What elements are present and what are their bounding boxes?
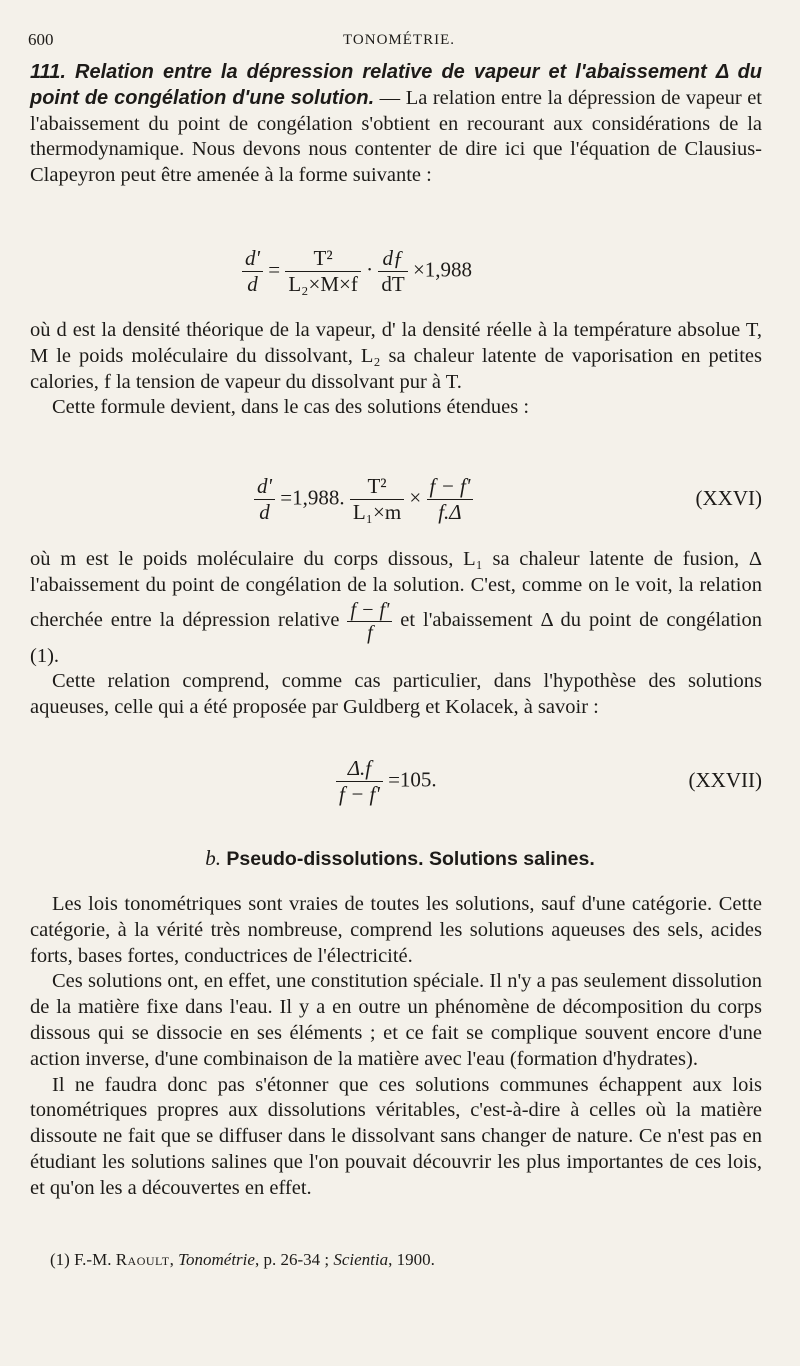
eq1-lhs: $\frac{d'}{d}$ xyxy=(242,246,263,297)
page-header xyxy=(28,30,770,56)
running-head: TONOMÉTRIE. xyxy=(343,32,455,48)
eq1-dot: · xyxy=(366,257,374,282)
footnote xyxy=(50,1250,435,1270)
section-intro xyxy=(30,60,762,189)
eq2-times: × xyxy=(409,485,422,510)
inline-fraction: $\frac{f - f'}{f}$ xyxy=(347,599,392,644)
page-number: 600 xyxy=(28,30,54,49)
eq2-fraction-1: $\frac{\text{T²}}{\text{L₁×m}}$ xyxy=(350,474,404,525)
eq2-fraction-2: $\frac{f - f'}{f.\Delta}$ xyxy=(427,474,474,525)
subsection-letter: b. xyxy=(205,846,221,870)
footnote-pages: , p. 26-34 ; xyxy=(254,1250,334,1269)
para-exceptions: Les lois tonométriques sont vraies de toutes les solutions, sauf d'une catégorie. Cette catégorie, à la vérité très nombreuse, comprend les solutions aqueuses des sels, acides forts, bases fortes, conductrices de l'électricité. xyxy=(30,893,762,967)
para-definitions: où d est la densité théorique de la vapeur, d' la densité réelle à la température absolue T, M le poids moléculaire du dissolvant, L₂ sa chaleur latente de vaporisation en petites calories, f la tension de vapeur du dissolvant pur à T. xyxy=(30,319,762,393)
paragraph-saline xyxy=(30,892,762,1202)
footnote-journal: Scientia xyxy=(333,1250,389,1269)
footnote-author: Raoult xyxy=(115,1250,170,1269)
footnote-mark: (1) F.-M. xyxy=(50,1250,116,1269)
eq1-equals: = xyxy=(268,257,281,282)
subsection-title: Pseudo-dissolutions. Solutions salines. xyxy=(226,848,595,870)
para-guldberg: Cette relation comprend, comme cas particulier, dans l'hypothèse des solutions aqueuses, celle qui a été proposée par Guldberg et Kolacek, à savoir : xyxy=(30,670,762,719)
eq2-coefficient: =1,988. xyxy=(280,485,345,510)
eq2-lhs: $\frac{d'}{d}$ xyxy=(254,474,275,525)
eq3-fraction: $\frac{\Delta.f}{f - f'}$ xyxy=(336,756,383,807)
para-relation-b: et l'abaissement Δ du point de congélation (1). xyxy=(30,608,763,667)
paragraph-relation xyxy=(30,547,762,721)
para-extended-solutions: Cette formule devient, dans le cas des solutions étendues : xyxy=(52,396,530,419)
footnote-sep: , xyxy=(169,1250,179,1269)
section-lead: — La relation entre la dépression de vapeur et l'abaissement du point de congélation s'obtient en recourant aux considérations de la thermodynamique. Nous devons nous contenter de dire ici que l'équation de Clausius-Clapeyron peut être amenée à la forme suivante : xyxy=(30,86,763,187)
eq1-fraction-1: $\frac{\text{T²}}{\text{L₂×M×f}}$ xyxy=(285,246,361,297)
section-title: 111. Relation entre la dépression relative de vapeur et l'abaissement Δ du point de congélation d'une solution. xyxy=(30,61,762,109)
eq2-number: (XXVI) xyxy=(695,486,762,510)
eq1-tail: ×1,988 xyxy=(412,257,473,282)
eq3-rhs: =105. xyxy=(388,767,437,792)
eq3-number: (XXVII) xyxy=(688,768,762,792)
eq1-fraction-2: $\frac{dƒ}{dT}$ xyxy=(378,246,407,297)
para-relation-a: où m est le poids moléculaire du corps dissous, L₁ sa chaleur latente de fusion, Δ l'abaissement du point de congélation de la solution. C'est, comme on le voit, la relation cherchée entre la dépression relative xyxy=(30,548,762,631)
subsection-heading xyxy=(0,846,800,871)
footnote-year: , 1900. xyxy=(388,1250,435,1269)
para-conclusion: Il ne faudra donc pas s'étonner que ces solutions communes échappent aux lois tonométriques propres aux dissolutions véritables, c'est-à-dire à celles où la matière dissoute ne fait que se diffuser dans le dissolvant sans changer de nature. Ce n'est pas en étudiant les solutions salines que l'on pouvait découvrir les plus importantes de ces lois, et qu'on les a découvertes en effet. xyxy=(30,1073,762,1199)
para-constitution: Ces solutions ont, en effet, une constitution spéciale. Il n'y a pas seulement dissolution de la matière fixe dans l'eau. Il y a en outre un phénomène de décomposition du corps dissous qui se dissocie en ses éléments ; et ce fait se complique souvent encore d'une action inverse, d'une combinaison de la matière avec l'eau (formation d'hydrates). xyxy=(30,970,762,1070)
paragraph-definitions xyxy=(30,318,762,421)
footnote-work: Tonométrie xyxy=(178,1250,255,1269)
